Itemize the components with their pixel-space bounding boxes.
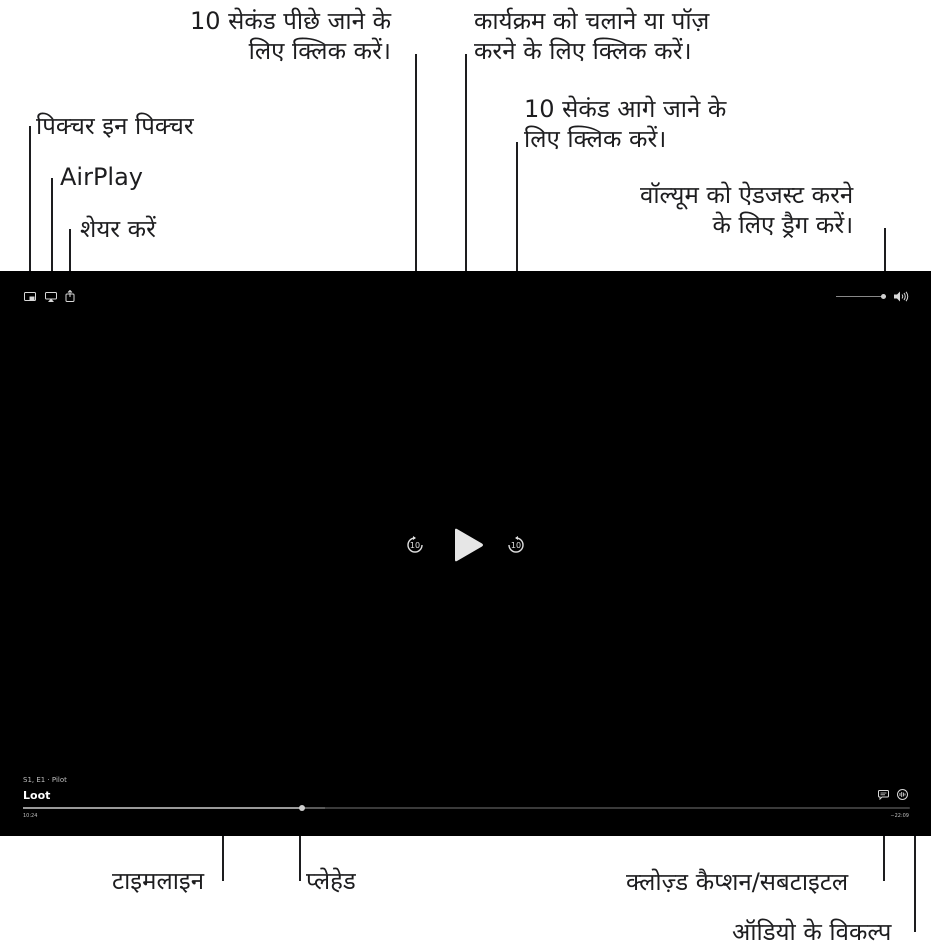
video-player[interactable] xyxy=(0,271,931,836)
episode-info: S1, E1 · Pilot xyxy=(23,776,67,784)
callout-airplay: AirPlay xyxy=(60,163,144,191)
closed-captions-icon[interactable] xyxy=(878,790,889,800)
volume-slider-knob[interactable] xyxy=(881,294,886,299)
callout-skip-forward: 10 सेकंड आगे जाने के लिए क्लिक करें। xyxy=(524,95,727,153)
callout-captions: क्लोज़्ड कैप्शन/सबटाइटल xyxy=(626,868,849,896)
volume-slider[interactable] xyxy=(836,296,886,297)
airplay-icon[interactable] xyxy=(45,292,57,302)
callout-play-pause: कार्यक्रम को चलाने या पॉज़ करने के लिए क्लिक करें। xyxy=(474,7,710,65)
timeline[interactable] xyxy=(23,807,910,809)
share-icon[interactable] xyxy=(65,290,75,302)
callout-audio: ऑडियो के विकल्प xyxy=(732,918,892,946)
callout-share: शेयर करें xyxy=(80,215,156,243)
picture-in-picture-icon[interactable] xyxy=(24,292,36,302)
skip-forward-10-label: 10 xyxy=(510,541,522,551)
callout-playhead: प्लेहेड xyxy=(306,867,356,895)
remaining-time: −22:09 xyxy=(890,813,909,819)
callout-skip-back: 10 सेकंड पीछे जाने के लिए क्लिक करें। xyxy=(190,7,391,65)
audio-options-icon[interactable] xyxy=(897,789,908,800)
playhead[interactable] xyxy=(299,805,305,811)
play-button[interactable] xyxy=(452,528,484,562)
skip-back-10-button[interactable] xyxy=(405,535,425,555)
skip-forward-10-button[interactable] xyxy=(506,535,526,555)
timeline-played xyxy=(23,807,302,809)
leader-line-pip xyxy=(29,126,31,288)
callout-timeline: टाइमलाइन xyxy=(112,867,205,895)
show-title: Loot xyxy=(23,789,51,802)
callout-volume: वॉल्यूम को ऐडजस्ट करने के लिए ड्रैग करें। xyxy=(640,181,854,239)
speaker-icon[interactable] xyxy=(894,291,909,302)
callout-pip: पिक्चर इन पिक्चर xyxy=(36,112,194,140)
skip-back-10-label: 10 xyxy=(409,541,421,551)
elapsed-time: 10:24 xyxy=(23,813,38,819)
